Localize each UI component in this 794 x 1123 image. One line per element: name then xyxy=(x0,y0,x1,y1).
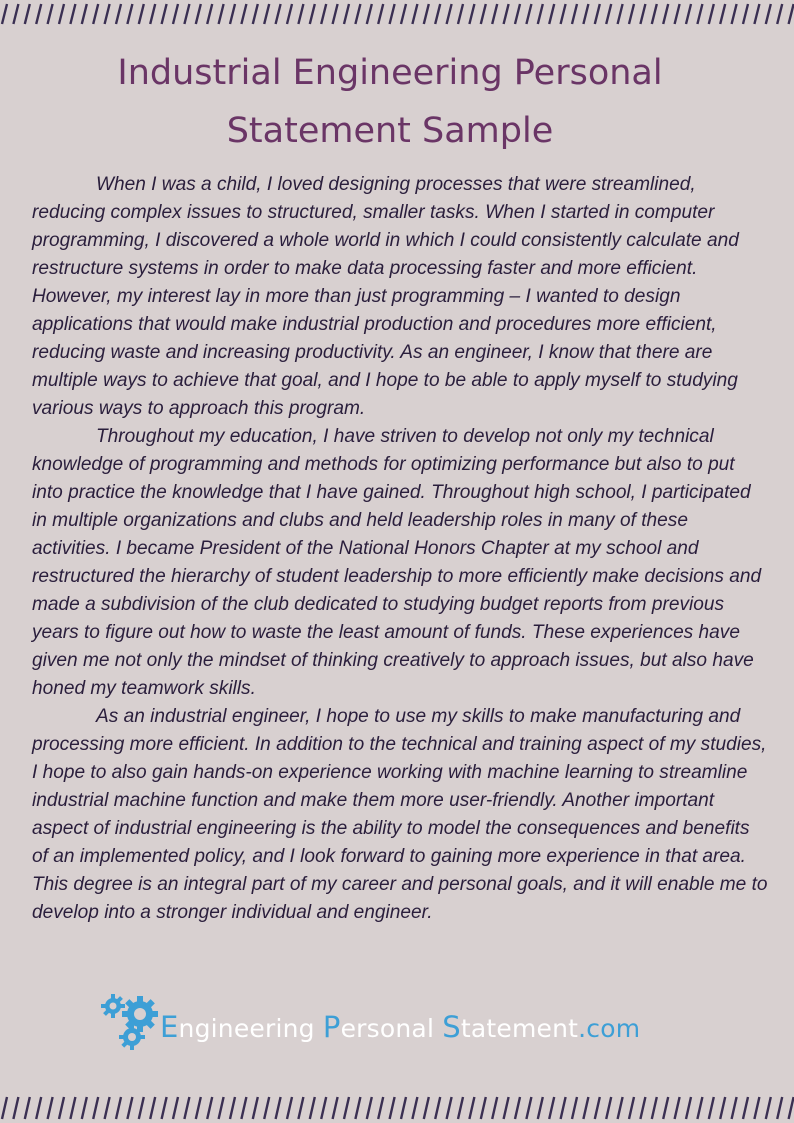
paragraph-3: As an industrial engineer, I hope to use my skills to make manufacturing and processing more efficient. In addition to the technical and training aspect of my studies, I hope to also gain hands-on experience working with machine learning to streamline industrial machine function and make them more user-friendly. Another important aspect of industrial engineering is the ability to model the consequences and benefits of an implemented policy, and I look forward to gaining more experience in that area. This degree is an integral part of my career and personal goals, and it will enable me to develop into a stronger individual and engineer. xyxy=(32,706,768,923)
border-stripe xyxy=(150,4,155,24)
border-stripe xyxy=(504,1097,509,1119)
border-stripe xyxy=(583,4,588,24)
border-stripe xyxy=(344,1097,349,1119)
border-stripe xyxy=(13,1097,18,1119)
border-stripe xyxy=(743,1097,748,1119)
border-stripe xyxy=(754,4,759,24)
border-stripe xyxy=(595,1097,600,1119)
brand-logo[interactable] xyxy=(100,992,700,1052)
border-stripe xyxy=(652,1097,657,1119)
border-stripe xyxy=(241,1097,246,1119)
border-stripe xyxy=(82,4,87,24)
border-stripe xyxy=(401,4,406,24)
border-stripe xyxy=(754,1097,759,1119)
border-stripe xyxy=(675,4,680,24)
border-stripe xyxy=(686,1097,691,1119)
border-stripe xyxy=(709,1097,714,1119)
border-stripe xyxy=(2,4,7,24)
border-stripe xyxy=(241,4,246,24)
border-stripe xyxy=(25,1097,30,1119)
border-stripe xyxy=(173,4,178,24)
border-stripe xyxy=(287,4,292,24)
border-stripe xyxy=(321,4,326,24)
border-stripe xyxy=(333,1097,338,1119)
border-stripe xyxy=(720,4,725,24)
border-stripe xyxy=(162,1097,167,1119)
border-stripe xyxy=(390,1097,395,1119)
border-stripe xyxy=(697,4,702,24)
brand-letter-p: P xyxy=(322,1010,341,1044)
border-stripe xyxy=(287,1097,292,1119)
border-stripe xyxy=(412,4,417,24)
border-stripe xyxy=(458,4,463,24)
border-stripe xyxy=(629,1097,634,1119)
border-stripe xyxy=(538,4,543,24)
border-stripe xyxy=(424,4,429,24)
border-stripe xyxy=(344,4,349,24)
border-stripe xyxy=(766,1097,771,1119)
title-line-1: Industrial Engineering Personal xyxy=(117,53,663,93)
border-stripe xyxy=(447,4,452,24)
border-stripe xyxy=(310,4,315,24)
border-stripe xyxy=(48,4,53,24)
border-stripe xyxy=(640,1097,645,1119)
border-stripe xyxy=(264,1097,269,1119)
border-stripe xyxy=(378,1097,383,1119)
brand-tld: .com xyxy=(578,1014,641,1043)
border-stripe xyxy=(36,1097,41,1119)
border-stripe xyxy=(732,1097,737,1119)
border-stripe xyxy=(207,4,212,24)
border-stripe xyxy=(321,1097,326,1119)
brand-name xyxy=(160,1010,640,1044)
border-stripe xyxy=(515,1097,520,1119)
border-stripe xyxy=(355,1097,360,1119)
border-stripe xyxy=(173,1097,178,1119)
border-stripe xyxy=(549,4,554,24)
border-stripe xyxy=(139,1097,144,1119)
brand-word-engineering: ngineering xyxy=(178,1014,323,1043)
border-stripe xyxy=(789,4,794,24)
border-stripe xyxy=(777,4,782,24)
border-stripe xyxy=(675,1097,680,1119)
gears-icon xyxy=(100,992,164,1052)
page-title xyxy=(40,44,740,160)
border-stripe xyxy=(105,4,110,24)
border-stripe xyxy=(59,1097,64,1119)
border-stripe xyxy=(492,1097,497,1119)
border-stripe xyxy=(207,1097,212,1119)
border-stripe xyxy=(355,4,360,24)
brand-letter-s: S xyxy=(442,1010,461,1044)
border-stripe xyxy=(447,1097,452,1119)
border-stripe xyxy=(230,4,235,24)
border-stripe xyxy=(515,4,520,24)
border-stripe xyxy=(481,1097,486,1119)
border-stripe xyxy=(184,1097,189,1119)
border-stripe xyxy=(93,1097,98,1119)
border-stripe xyxy=(766,4,771,24)
border-stripe xyxy=(492,4,497,24)
border-stripe xyxy=(25,4,30,24)
border-stripe xyxy=(606,4,611,24)
border-stripe xyxy=(481,4,486,24)
border-stripe xyxy=(93,4,98,24)
border-stripe xyxy=(663,4,668,24)
border-stripe xyxy=(732,4,737,24)
border-stripe xyxy=(219,4,224,24)
border-stripe xyxy=(36,4,41,24)
border-stripe xyxy=(333,4,338,24)
border-stripe xyxy=(606,1097,611,1119)
border-stripe xyxy=(504,4,509,24)
border-stripe xyxy=(743,4,748,24)
border-stripe xyxy=(82,1097,87,1119)
border-stripe xyxy=(583,1097,588,1119)
border-stripe xyxy=(162,4,167,24)
border-stripe xyxy=(401,1097,406,1119)
border-stripe xyxy=(526,1097,531,1119)
bottom-stripe-border xyxy=(0,1093,794,1123)
border-stripe xyxy=(572,1097,577,1119)
border-stripe xyxy=(629,4,634,24)
border-stripe xyxy=(127,4,132,24)
border-stripe xyxy=(424,1097,429,1119)
brand-word-personal: ersonal xyxy=(340,1014,443,1043)
border-stripe xyxy=(298,1097,303,1119)
border-stripe xyxy=(59,4,64,24)
border-stripe xyxy=(139,4,144,24)
border-stripe xyxy=(652,4,657,24)
border-stripe xyxy=(2,1097,7,1119)
paragraph-1: When I was a child, I loved designing processes that were streamlined, reducing complex issues to structured, smaller tasks. When I started in computer programming, I discovered a whole world in which I could consistently calculate and restructure systems in order to make data processing faster and more efficient. However, my interest lay in more than just programming – I wanted to design applications that would make industrial production and procedures more efficient, reducing waste and increasing productivity. As an engineer, I know that there are multiple ways to achieve that goal, and I hope to be able to apply myself to studying various ways to approach this program. xyxy=(32,174,739,419)
title-line-2: Statement Sample xyxy=(226,111,554,151)
border-stripe xyxy=(105,1097,110,1119)
border-stripe xyxy=(276,1097,281,1119)
border-stripe xyxy=(264,4,269,24)
top-stripe-border xyxy=(0,0,794,30)
border-stripe xyxy=(526,4,531,24)
border-stripe xyxy=(561,4,566,24)
statement-body xyxy=(32,171,770,927)
border-stripe xyxy=(70,4,75,24)
border-stripe xyxy=(777,1097,782,1119)
border-stripe xyxy=(116,4,121,24)
border-stripe xyxy=(367,4,372,24)
brand-word-statement: tatement xyxy=(460,1014,579,1043)
border-stripe xyxy=(230,1097,235,1119)
border-stripe xyxy=(116,1097,121,1119)
border-stripe xyxy=(618,4,623,24)
border-stripe xyxy=(13,4,18,24)
border-stripe xyxy=(184,4,189,24)
border-stripe xyxy=(412,1097,417,1119)
border-stripe xyxy=(549,1097,554,1119)
border-stripe xyxy=(435,1097,440,1119)
border-stripe xyxy=(70,1097,75,1119)
border-stripe xyxy=(640,4,645,24)
border-stripe xyxy=(469,4,474,24)
border-stripe xyxy=(127,1097,132,1119)
border-stripe xyxy=(572,4,577,24)
border-stripe xyxy=(196,1097,201,1119)
border-stripe xyxy=(367,1097,372,1119)
border-stripe xyxy=(469,1097,474,1119)
border-stripe xyxy=(789,1097,794,1119)
border-stripe xyxy=(686,4,691,24)
border-stripe xyxy=(458,1097,463,1119)
border-stripe xyxy=(150,1097,155,1119)
border-stripe xyxy=(310,1097,315,1119)
border-stripe xyxy=(253,1097,258,1119)
border-stripe xyxy=(390,4,395,24)
border-stripe xyxy=(378,4,383,24)
border-stripe xyxy=(561,1097,566,1119)
paragraph-2: Throughout my education, I have striven to develop not only my technical knowledge of programming and methods for optimizing performance but also to put into practice the knowledge that I have gained. Throughout high school, I participated in multiple organizations and clubs and held leadership roles in many of these activities. I became President of the National Honors Chapter at my school and restructured the hierarchy of student leadership to more efficiently make decisions and made a subdivision of the club dedicated to studying budget reports from previous years to figure out how to waste the least amount of funds. These experiences have given me not only the mindset of thinking creatively to approach issues, but also have honed my teamwork skills. xyxy=(32,426,762,699)
border-stripe xyxy=(435,4,440,24)
border-stripe xyxy=(48,1097,53,1119)
border-stripe xyxy=(219,1097,224,1119)
border-stripe xyxy=(298,4,303,24)
border-stripe xyxy=(697,1097,702,1119)
border-stripe xyxy=(538,1097,543,1119)
border-stripe xyxy=(709,4,714,24)
border-stripe xyxy=(196,4,201,24)
border-stripe xyxy=(253,4,258,24)
border-stripe xyxy=(663,1097,668,1119)
border-stripe xyxy=(276,4,281,24)
border-stripe xyxy=(720,1097,725,1119)
border-stripe xyxy=(618,1097,623,1119)
brand-letter-e: E xyxy=(160,1010,179,1044)
border-stripe xyxy=(595,4,600,24)
